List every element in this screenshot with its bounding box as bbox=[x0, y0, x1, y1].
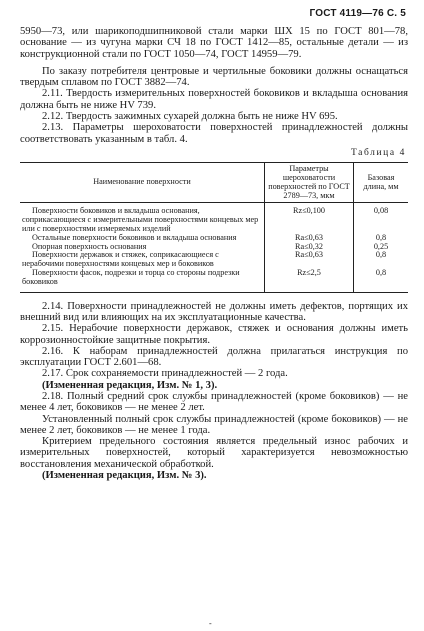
paragraph-2-12: 2.12. Твердость зажимных сухарей должна быть не ниже HV 695. bbox=[42, 111, 338, 123]
roughness-table bbox=[20, 162, 408, 292]
cell-roughness: Ra≤0,32 bbox=[265, 243, 354, 252]
paragraph-2-14: 2.14. Поверхности принадлежностей не должны иметь дефектов, портящих их внешний вид или влияющих на их эксплуатационные качества. bbox=[20, 300, 408, 323]
header-roughness: Параметры шероховатости поверхностей по ГОСТ 2789—73, мкм bbox=[265, 163, 354, 203]
paragraph-2-18: 2.18. Полный средний срок службы принадлежностей (кроме боковиков) — не менее 4 лет, боковиков — не менее 2 лет. bbox=[20, 391, 408, 414]
cell-roughness: Ra≤0,63 bbox=[265, 251, 354, 269]
cell-base-length: 0,25 bbox=[373, 241, 389, 251]
table-header-row bbox=[20, 163, 408, 203]
header-surface: Наименование поверхности bbox=[20, 163, 265, 203]
cell-surface: Поверхности державок и стяжек, соприкасающиеся с нерабочими поверхностями концевых мер и боковиков bbox=[20, 251, 265, 269]
running-head: ГОСТ 4119—76 С. 5 bbox=[309, 8, 406, 19]
cell-roughness: Rz≤2,5 bbox=[265, 269, 354, 292]
paragraph-service-life: Установленный полный срок службы принадлежностей (кроме боковиков) — не менее 2 лет, боковиков — не менее 1 года. bbox=[20, 413, 408, 436]
cell-roughness: Rz≤0,100 bbox=[265, 203, 354, 234]
cell-base-length: 0,08 bbox=[373, 206, 389, 216]
table-row bbox=[20, 269, 408, 292]
table-row bbox=[20, 203, 408, 234]
amendment-note-1: (Измененная редакция, Изм. № 1, 3). bbox=[42, 379, 218, 391]
cell-base-length: 0,8 bbox=[375, 232, 387, 242]
page-footer-mark: - bbox=[209, 619, 212, 628]
paragraph-2-16: 2.16. К наборам принадлежностей должна прилагаться инструкция по эксплуатации ГОСТ 2.601—68. bbox=[20, 345, 408, 369]
cell-surface: Поверхности боковиков и вкладыша основания, соприкасающиеся с измерительными поверхностями концевых мер или с поверхностями измеряемых изделий bbox=[20, 203, 265, 234]
cell-roughness: Ra≤0,63 bbox=[265, 234, 354, 243]
paragraph-hard-alloy: По заказу потребителя центровые и чертильные боковики должны оснащаться твердым сплавом по ГОСТ 3882—74. bbox=[20, 65, 408, 89]
paragraph-2-17: 2.17. Срок сохраняемости принадлежностей — 2 года. bbox=[42, 368, 288, 380]
cell-surface: Опорная поверхность основания bbox=[20, 243, 265, 252]
cell-base-length: 0,8 bbox=[375, 268, 387, 278]
paragraph-2-11: 2.11. Твердость измерительных поверхностей боковиков и вкладыша основания должна быть не ниже HV 739. bbox=[20, 88, 408, 111]
paragraph-2-13: 2.13. Параметры шероховатости поверхностей принадлежностей должны соответствовать указанным в табл. 4. bbox=[20, 122, 408, 145]
cell-surface: Остальные поверхности боковиков и вкладыша основания bbox=[20, 234, 265, 243]
cell-surface: Поверхности фасок, подрезки и торца со стороны подрезки боковиков bbox=[20, 269, 265, 292]
paragraph-2-15: 2.15. Нерабочие поверхности державок, стяжек и основания должны иметь коррозионностойкие защитные покрытия. bbox=[20, 323, 408, 346]
cell-base-length: 0,8 bbox=[375, 250, 387, 260]
paragraph-wear-criterion: Критерием предельного состояния является предельный износ рабочих и измерительных поверхностей, который характеризуется невозможностью восстановления механической обработкой. bbox=[20, 436, 408, 470]
table-label: Таблица 4 bbox=[350, 147, 406, 158]
document-body bbox=[20, 26, 408, 481]
header-base-length: Базовая длина, мм bbox=[354, 163, 409, 203]
amendment-note-2: (Измененная редакция, Изм. № 3). bbox=[42, 470, 207, 482]
paragraph-materials: 5950—73, или шарикоподшипниковой стали марки ШХ 15 по ГОСТ 801—78, основание — из чугуна марки СЧ 18 по ГОСТ 1412—85, остальные детали — из конструкционной стали по ГОСТ 1050—74, ГОСТ 14959—79. bbox=[20, 26, 408, 60]
table-row bbox=[20, 251, 408, 269]
